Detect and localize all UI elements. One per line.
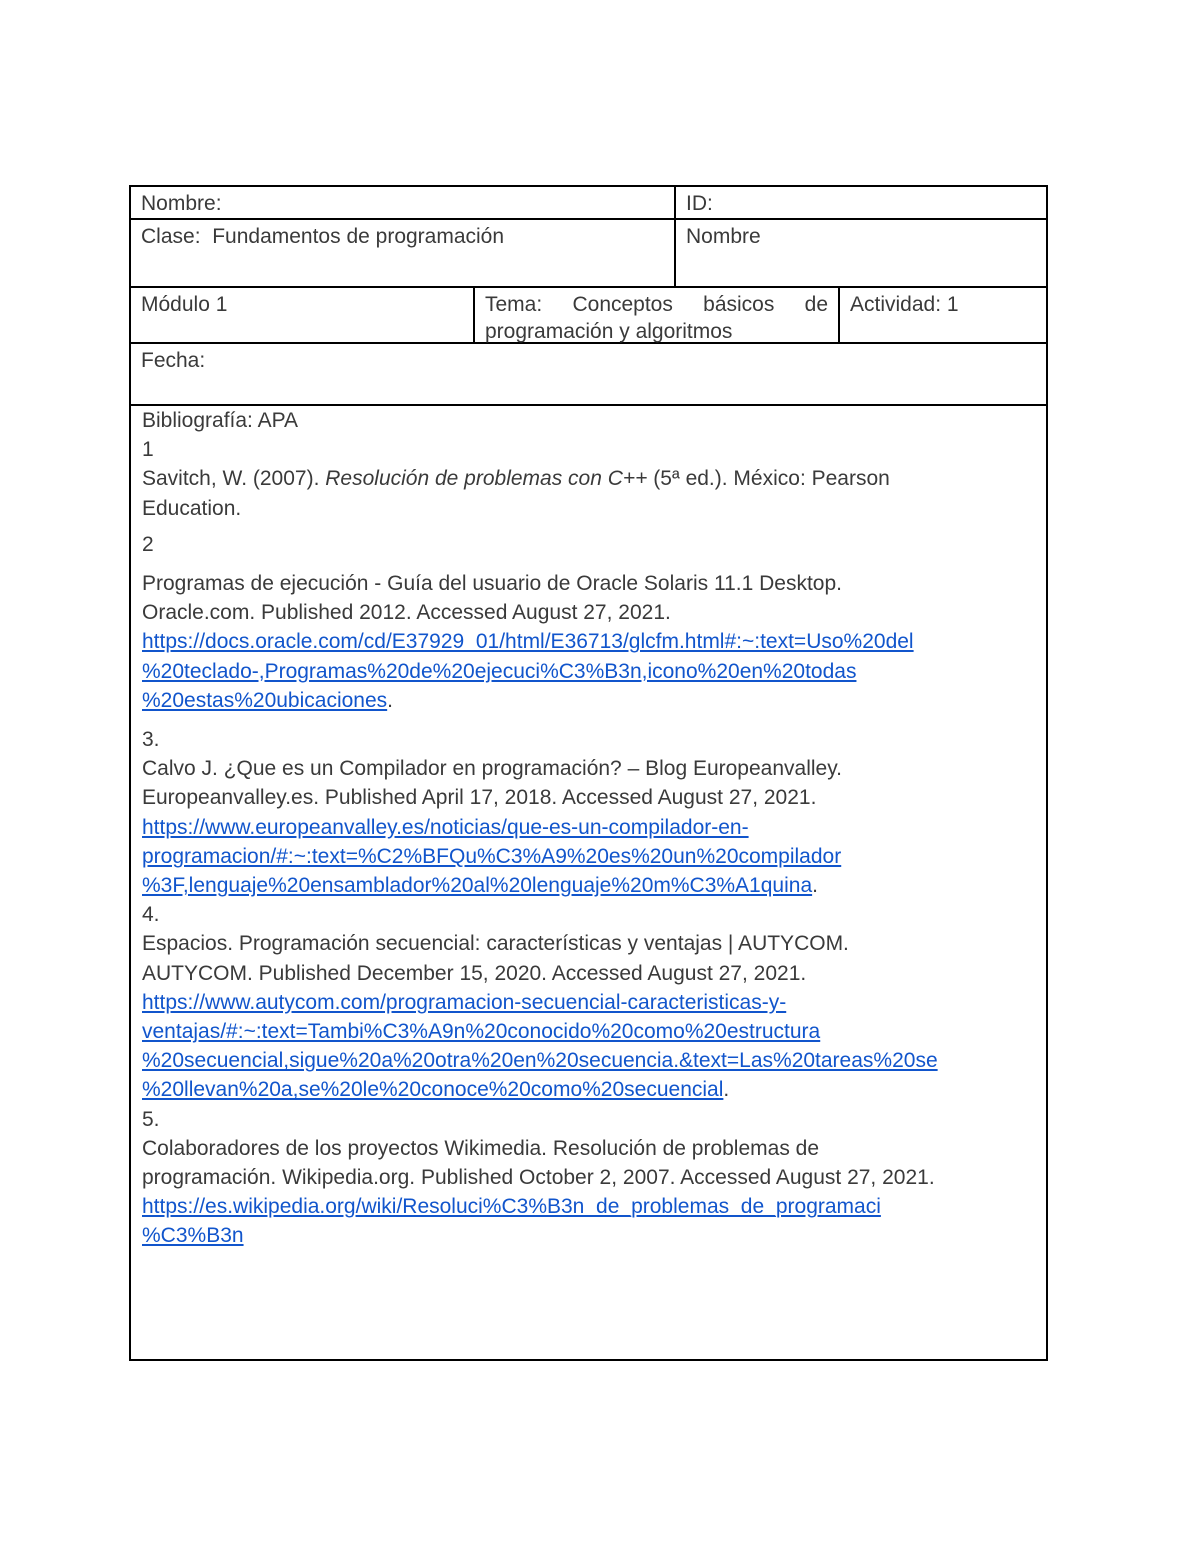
row-modulo-tema-actividad: [131, 288, 1046, 344]
ref-1-line-1: [142, 464, 1046, 493]
tema-label: Tema:: [485, 293, 543, 316]
ref-3-link[interactable]: https://www.europeanvalley.es/noticias/que-es-un-compilador-en-: [142, 815, 749, 839]
ref-4-link-line-4: [142, 1075, 1046, 1104]
tema-line-1: [485, 291, 828, 318]
row-fecha: [131, 344, 1046, 406]
ref-3-link-line-3: [142, 871, 1046, 900]
ref-4-tail: .: [723, 1078, 730, 1102]
ref-4-link[interactable]: ventajas/#:~:text=Tambi%C3%A9n%20conocido%20como%20estructura: [142, 1020, 821, 1044]
row-nombre-id: [131, 187, 1046, 220]
ref-2-link[interactable]: %20teclado-,Programas%20de%20ejecuci%C3%B3n,icono%20en%20todas: [142, 659, 857, 683]
nombre-label: Nombre:: [141, 192, 222, 215]
ref-2-link-line-1: [142, 627, 1046, 656]
nombre-cell: [131, 187, 676, 218]
clase-value: Fundamentos de programación: [212, 225, 505, 248]
ref-2-link-line-3: [142, 686, 1046, 715]
ref-5-link-line-1: [142, 1192, 1046, 1221]
ref-number: 3.: [142, 728, 160, 752]
ref-3-tail: .: [812, 874, 818, 898]
ref-5-line-1: Colaboradores de los proyectos Wikimedia. Resolución de problemas de: [142, 1136, 820, 1160]
ref-number: 1: [142, 438, 154, 462]
actividad-cell: [840, 288, 1046, 342]
ref-2-link-line-2: [142, 657, 1046, 686]
ref-1-author: Savitch, W. (2007).: [142, 467, 326, 491]
nombre-right-cell: [676, 220, 1046, 286]
id-label: ID:: [686, 192, 713, 215]
ref-5-link-line-2: [142, 1221, 1046, 1250]
ref-1-title: Resolución de problemas con C++: [325, 467, 648, 491]
actividad-value: Actividad: 1: [850, 293, 959, 316]
clase-label: Clase:: [141, 225, 201, 248]
fecha-label: Fecha:: [141, 349, 206, 372]
clase-cell: [131, 220, 676, 286]
modulo-value: Módulo 1: [141, 293, 228, 316]
ref-3-link-line-2: [142, 842, 1046, 871]
ref-4-line-1: Espacios. Programación secuencial: características y ventajas | AUTYCOM.: [142, 932, 849, 956]
ref-3-line-2: Europeanvalley.es. Published April 17, 2018. Accessed August 27, 2021.: [142, 786, 817, 810]
ref-4-link-line-2: [142, 1017, 1046, 1046]
ref-4-line-2: AUTYCOM. Published December 15, 2020. Accessed August 27, 2021.: [142, 961, 807, 985]
tema-word-1: Conceptos: [572, 293, 673, 316]
ref-1-line-2: Education.: [142, 496, 242, 520]
ref-5-link[interactable]: %C3%B3n: [142, 1224, 244, 1248]
modulo-cell: [131, 288, 475, 342]
ref-3-link[interactable]: programacion/#:~:text=%C2%BFQu%C3%A9%20es%20un%20compilador: [142, 844, 842, 868]
ref-number: 5.: [142, 1107, 160, 1131]
ref-3-link-line-1: [142, 813, 1046, 842]
ref-3-line-1: Calvo J. ¿Que es un Compilador en programación? – Blog Europeanvalley.: [142, 757, 842, 781]
ref-number: 2: [142, 532, 154, 556]
tema-cell: [475, 288, 840, 342]
ref-2-line-2: Oracle.com. Published 2012. Accessed August 27, 2021.: [142, 601, 671, 625]
ref-2-line-1: Programas de ejecución - Guía del usuario de Oracle Solaris 11.1 Desktop.: [142, 572, 842, 596]
activity-form-table: [129, 185, 1048, 1361]
tema-word-2: básicos: [703, 293, 775, 316]
nombre-right-label: Nombre: [686, 225, 761, 248]
ref-4-link[interactable]: %20llevan%20a,se%20le%20conoce%20como%20secuencial: [142, 1078, 724, 1102]
ref-4-link[interactable]: %20secuencial,sigue%20a%20otra%20en%20secuencia.&text=Las%20tareas%20se: [142, 1049, 938, 1073]
ref-2-tail: .: [387, 688, 394, 712]
bibliography-heading: Bibliografía: APA: [142, 409, 299, 432]
ref-4-link-line-1: [142, 988, 1046, 1017]
ref-3-link[interactable]: %3F,lenguaje%20ensamblador%20al%20lenguaje%20m%C3%A1quina: [142, 874, 813, 898]
bibliography-section: [131, 406, 1046, 1359]
row-clase: [131, 220, 1046, 288]
tema-word-3: de: [804, 293, 828, 316]
id-cell: [676, 187, 1046, 218]
ref-2-link[interactable]: %20estas%20ubicaciones: [142, 688, 388, 712]
ref-5-line-2: programación. Wikipedia.org. Published October 2, 2007. Accessed August 27, 2021.: [142, 1166, 935, 1190]
tema-line-2: programación y algoritmos: [485, 320, 733, 343]
ref-2-link[interactable]: https://docs.oracle.com/cd/E37929_01/html/E36713/glcfm.html#:~:text=Uso%20del: [142, 630, 914, 654]
ref-1-edition: (5ª ed.). México: Pearson: [647, 467, 890, 491]
ref-5-link[interactable]: https://es.wikipedia.org/wiki/Resoluci%C3%B3n_de_problemas_de_programaci: [142, 1195, 881, 1219]
ref-4-link[interactable]: https://www.autycom.com/programacion-secuencial-caracteristicas-y-: [142, 990, 787, 1014]
ref-number: 4.: [142, 903, 160, 927]
ref-4-link-line-3: [142, 1046, 1046, 1075]
fecha-cell: [131, 344, 1046, 404]
